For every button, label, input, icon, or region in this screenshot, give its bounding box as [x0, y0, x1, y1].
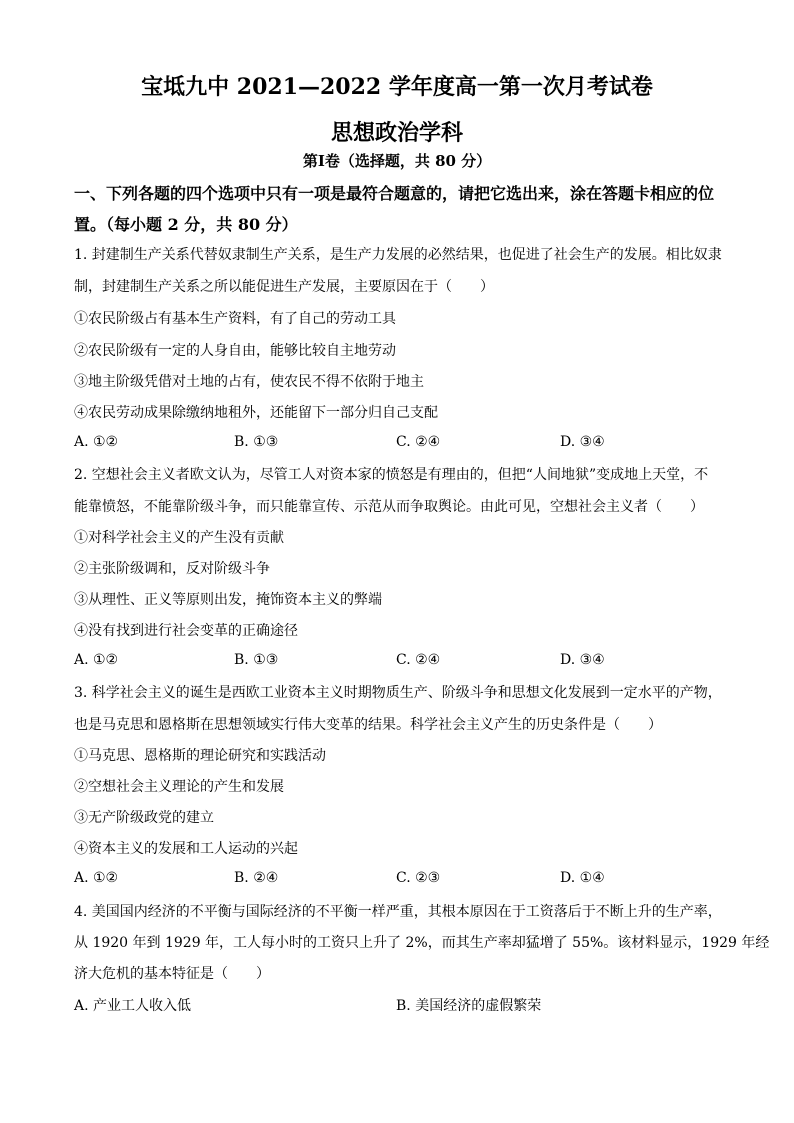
question-stem-line: 能靠愤怒，不能靠阶级斗争，而只能靠宣传、示范从而争取舆论。由此可见，空想社会主义者（ ） [74, 499, 704, 515]
question-stem-line: 也是马克思和恩格斯在思想领域实行伟大变革的结果。科学社会主义产生的历史条件是（ ） [74, 717, 662, 733]
section-instruction-line: 一、下列各题的四个选项中只有一项是最符合题意的，请把它选出来，涂在答题卡相应的位 [74, 184, 715, 203]
option-statement: ②主张阶级调和，反对阶级斗争 [74, 561, 270, 577]
option-statement: ③地主阶级凭借对土地的占有，使农民不得不依附于地主 [74, 374, 424, 390]
option-statement: ②农民阶级有一定的人身自由，能够比较自主地劳动 [74, 343, 396, 359]
question-stem-line: 1. 封建制生产关系代替奴隶制生产关系，是生产力发展的必然结果，也促进了社会生产的发展。相比奴隶 [74, 247, 722, 263]
answer-choice-b[interactable]: B. ①③ [234, 652, 279, 668]
section-instruction-line: 置。（每小题 2 分，共 80 分） [74, 215, 298, 234]
section-instruction [74, 178, 724, 240]
option-statement: ④没有找到进行社会变革的正确途径 [74, 623, 298, 639]
option-statement: ③无产阶级政党的建立 [74, 810, 214, 826]
option-statement: ①农民阶级占有基本生产资料，有了自己的劳动工具 [74, 311, 396, 327]
answer-choice-a[interactable]: A. ①② [74, 434, 119, 450]
question-stem-line: 3. 科学社会主义的诞生是西欧工业资本主义时期物质生产、阶级斗争和思想文化发展到一定水平的产物， [74, 685, 722, 701]
subject-title: 思想政治学科 [330, 120, 463, 146]
question-stem-line: 4. 美国国内经济的不平衡与国际经济的不平衡一样严重，其根本原因在于工资落后于不断上升的生产率， [74, 904, 722, 920]
option-statement: ①马克思、恩格斯的理论研究和实践活动 [74, 748, 326, 764]
answer-choice-b[interactable]: B. 美国经济的虚假繁荣 [396, 998, 542, 1014]
option-statement: ④农民劳动成果除缴纳地租外，还能留下一部分归自己支配 [74, 405, 438, 421]
option-statement: ③从理性、正义等原则出发，掩饰资本主义的弊端 [74, 592, 382, 608]
option-statement: ④资本主义的发展和工人运动的兴起 [74, 841, 298, 857]
answer-choice-c[interactable]: C. ②④ [396, 434, 441, 450]
option-statement: ②空想社会主义理论的产生和发展 [74, 779, 284, 795]
question-stem-line: 从 1920 年到 1929 年，工人每小时的工资只上升了 2%，而其生产率却猛增了 55%。该材料显示，1929 年经 [74, 935, 770, 951]
answer-choice-a[interactable]: A. ①② [74, 652, 119, 668]
answer-choice-c[interactable]: C. ②③ [396, 870, 441, 886]
question-stem-line: 济大危机的基本特征是（ ） [74, 966, 270, 982]
exam-title: 宝坻九中 2021—2022 学年度高一第一次月考试卷 [141, 74, 653, 100]
answer-choice-a[interactable]: A. 产业工人收入低 [74, 998, 192, 1014]
answer-choice-d[interactable]: D. ③④ [560, 652, 605, 668]
answer-choice-b[interactable]: B. ②④ [234, 870, 279, 886]
option-statement: ①对科学社会主义的产生没有贡献 [74, 530, 284, 546]
part-title: 第Ⅰ卷（选择题，共 80 分） [302, 152, 492, 170]
answer-choice-c[interactable]: C. ②④ [396, 652, 441, 668]
answer-choice-d[interactable]: D. ③④ [560, 434, 605, 450]
answer-choice-a[interactable]: A. ①② [74, 870, 119, 886]
answer-choice-b[interactable]: B. ①③ [234, 434, 279, 450]
question-stem-line: 制，封建制生产关系之所以能促进生产发展，主要原因在于（ ） [74, 279, 494, 295]
answer-choice-d[interactable]: D. ①④ [560, 870, 605, 886]
question-stem-line: 2. 空想社会主义者欧文认为，尽管工人对资本家的愤怒是有理由的，但把“人间地狱”变成地上天堂，不 [74, 467, 709, 483]
